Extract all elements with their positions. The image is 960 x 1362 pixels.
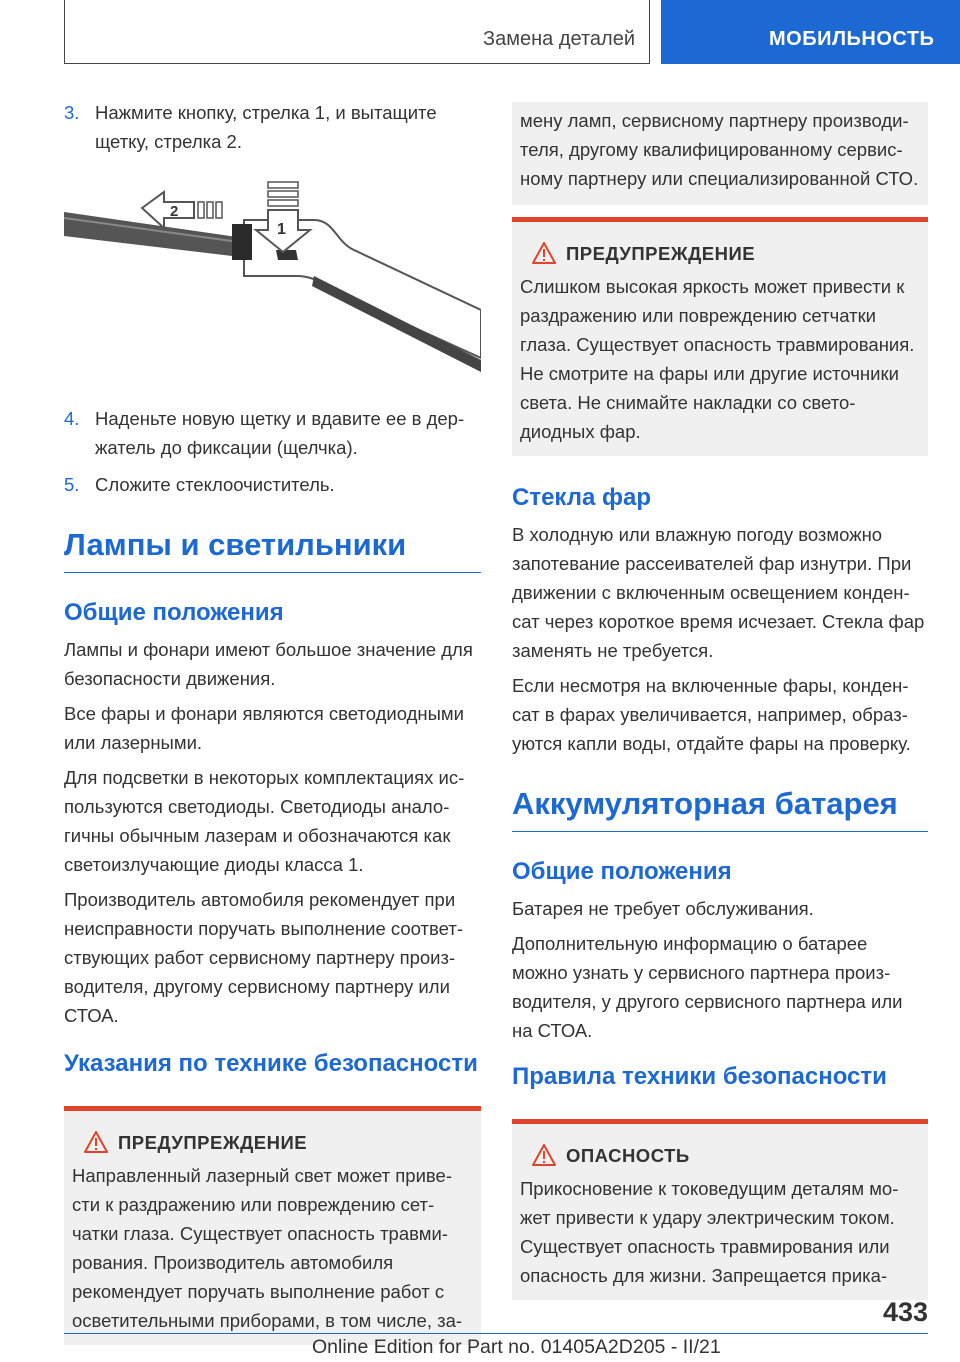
footer-edition: Online Edition for Part no. 01405A2D205 - II/21 bbox=[312, 1336, 721, 1358]
page-number: 433 bbox=[882, 1297, 928, 1327]
warning-continuation-text: мену ламп, сервисному партнеру производителя, другому квалифицированному сервисному партнеру или специализированной СТО. bbox=[520, 110, 919, 189]
wiper-clip bbox=[232, 224, 252, 260]
heading-battery: Аккумуляторная батарея bbox=[512, 786, 928, 832]
footer-divider bbox=[64, 1333, 928, 1334]
paragraph: Для подсветки в некоторых комплектациях используются светодиоды. Светодиоды аналогичны обычным лазерам и обозначаются как светоизлучающие диоды класса 1. bbox=[64, 767, 465, 875]
warning-title bbox=[520, 240, 920, 268]
warning-box bbox=[64, 1106, 481, 1345]
step-number: 3. bbox=[64, 102, 80, 123]
step-text: Сложите стеклоочиститель. bbox=[95, 474, 335, 495]
paragraph: Все фары и фонари являются светодиодными или лазерными. bbox=[64, 703, 464, 753]
warning-box bbox=[512, 217, 928, 456]
subheading-general: Общие положения bbox=[512, 858, 732, 885]
paragraph: Производитель автомобиля рекомендует при неисправности поручать выполнение соответствующих работ сервисному партнеру производителя, другому сервисному партнеру или СТОА. bbox=[64, 889, 463, 1026]
arrow-2-icon bbox=[142, 192, 222, 228]
paragraph: Батарея не требует обслуживания. bbox=[512, 898, 814, 919]
paragraph: Дополнительную информацию о батарее можно узнать у сервисного партнера производителя, у другого сервисного партнера или на СТОА. bbox=[512, 933, 903, 1041]
warning-title bbox=[72, 1129, 473, 1157]
subheading-general: Общие положения bbox=[64, 599, 284, 626]
danger-title-text: ОПАСНОСТЬ bbox=[566, 1145, 690, 1166]
header-chapter-tab bbox=[661, 0, 960, 64]
subheading-headlight-glass: Стекла фар bbox=[512, 484, 652, 511]
wiper-figure bbox=[64, 180, 481, 390]
paragraph: Лампы и фонари имеют большое значение для безопасности движения. bbox=[64, 639, 473, 689]
warning-text: Слишком высокая яркость может привести к раздражению или повреждению сетчатки глаза. Существует опасность травмирования. Не смотрите на фары или другие источники света. Не снимайте накладки со светодиодных фар. bbox=[520, 276, 915, 442]
paragraph: Если несмотря на включенные фары, конденсат в фарах увеличивается, например, образуются капли воды, отдайте фары на проверку. bbox=[512, 675, 911, 754]
header-section-box bbox=[64, 0, 650, 64]
warning-text: Направленный лазерный свет может привести к раздражению или повреждению сетчатки глаза. Существует опасность травмирования. Производитель автомобиля рекомендует поручать выполнение работ с осветительными приборами, в том числе, за- bbox=[72, 1165, 463, 1331]
right-column bbox=[512, 102, 928, 1310]
header-chapter-title: МОБИЛЬНОСТЬ bbox=[769, 28, 935, 50]
step-number: 5. bbox=[64, 474, 80, 495]
release-button bbox=[276, 250, 298, 260]
wiper-blade-illustration bbox=[64, 180, 481, 390]
svg-text:1: 1 bbox=[277, 221, 286, 238]
warning-triangle-icon bbox=[532, 1144, 556, 1166]
subheading-safety: Указания по технике безопасности bbox=[64, 1050, 478, 1077]
danger-text: Прикосновение к токоведущим деталям может привести к удару электрическим током. Существует опасность травмирования или опасность для жизни. Запрещается прика- bbox=[520, 1178, 899, 1286]
warning-continuation-box bbox=[512, 102, 928, 205]
step-3 bbox=[64, 98, 481, 156]
danger-title bbox=[520, 1142, 920, 1170]
heading-lamps: Лампы и светильники bbox=[64, 527, 481, 573]
warning-title-text: ПРЕДУПРЕЖДЕНИЕ bbox=[118, 1132, 308, 1153]
warning-triangle-icon bbox=[532, 242, 556, 264]
header-section-title: Замена деталей bbox=[483, 28, 635, 50]
left-column bbox=[64, 98, 481, 1355]
step-5 bbox=[64, 470, 481, 499]
warning-triangle-icon bbox=[84, 1131, 108, 1153]
step-number: 4. bbox=[64, 408, 80, 429]
step-text: Наденьте новую щетку и вдавите ее в держатель до фиксации (щелчка). bbox=[95, 408, 465, 458]
svg-text:2: 2 bbox=[170, 203, 179, 220]
step-4 bbox=[64, 404, 481, 462]
danger-box bbox=[512, 1119, 928, 1300]
warning-title-text: ПРЕДУПРЕЖДЕНИЕ bbox=[566, 243, 756, 264]
subheading-safety-rules: Правила техники безопасности bbox=[512, 1063, 887, 1090]
step-text: Нажмите кнопку, стрелка 1, и вытащите щетку, стрелка 2. bbox=[95, 102, 437, 152]
paragraph: В холодную или влажную погоду возможно запотевание рассеивателей фар изнутри. При движении с включенным освещением конденсат через короткое время исчезает. Стекла фар заменять не требуется. bbox=[512, 524, 925, 661]
